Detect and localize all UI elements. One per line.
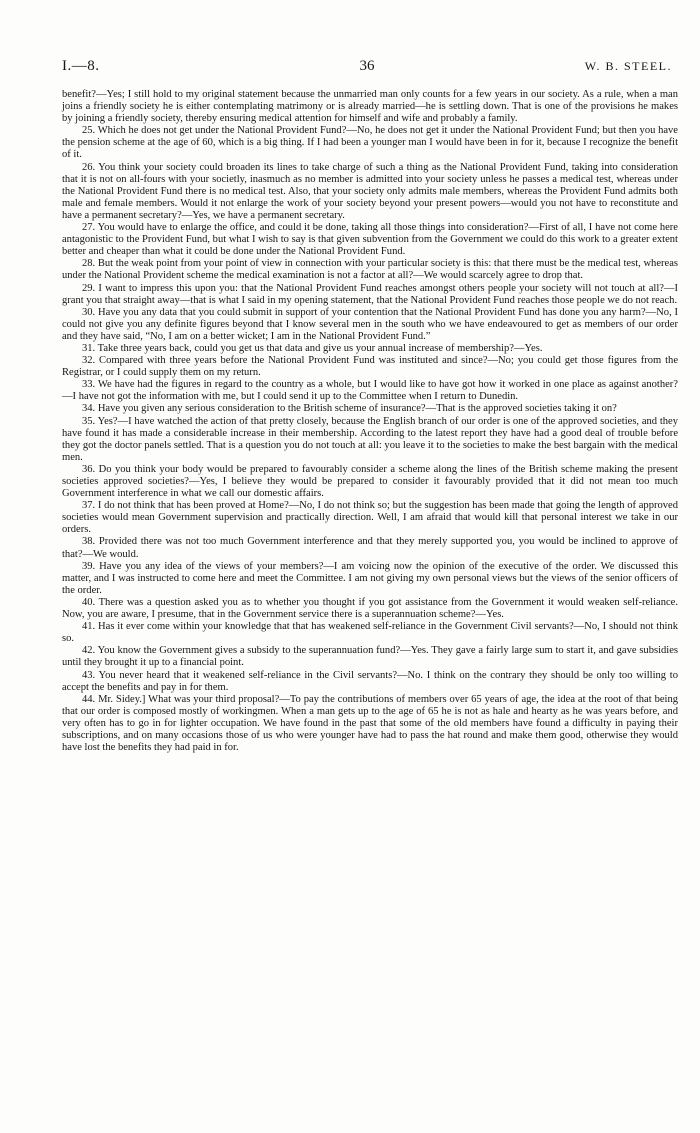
paragraph-q39: 39. Have you any idea of the views of your members?—I am voicing now the opinion of the executive of the order. We discussed this matter, and I was instructed to come here and meet the Committee. I am not giving my own personal views but the views of the senior officers of the order. xyxy=(62,560,678,596)
page-number: 36 xyxy=(359,58,375,74)
paragraph-q33: 33. We have had the figures in regard to the country as a whole, but I would like to have got how it worked in one place as against another?—I have not got the information with me, but I could send it up to the Committee when I return to Dunedin. xyxy=(62,379,678,403)
paragraph-q42: 42. You know the Government gives a subsidy to the superannuation fund?—Yes. They gave a fairly large sum to start it, and gave subsidies until they brought it up to a financial point. xyxy=(62,645,678,669)
paragraph-q32: 32. Compared with three years before the National Provident Fund was instituted and since?—No; you could get those figures from the Registrar, or I could supply them on my return. xyxy=(62,355,678,379)
paragraph-q27: 27. You would have to enlarge the office, and could it be done, taking all those things into consideration?—First of all, I have not come here antagonistic to the Provident Fund, but what I wish to say is that given subvention from the Government we could do this work to a greater extent better and cheaper than what it could be done under the National Provident Fund. xyxy=(62,222,678,258)
paragraph-q41: 41. Has it ever come within your knowledge that that has weakened self-reliance in the Government Civil servants?—No, I should not think so. xyxy=(62,621,678,645)
document-reference: I.—8. xyxy=(62,58,100,74)
paragraph-q34: 34. Have you given any serious consideration to the British scheme of insurance?—That is the approved societies taking it on? xyxy=(82,403,617,415)
paragraph-q26: 26. You think your society could broaden its lines to take charge of such a thing as the National Provident Fund, taking into consideration that it is not on all-fours with your societly, inasmuch as no member is admitted into your society unless he passes a medical test, whereas under the National Provident Fund there is no medical test. Also, that your society only admits male members, whereas the Provident Fund admits both male and female members. Would it not enlarge the work of your society beyond your present powers—would you not have to reconstitute and have a permanent secretary?—Yes, we have a permanent secretary. xyxy=(62,161,678,221)
paragraph-q29: 29. I want to impress this upon you: that the National Provident Fund reaches amongst others people your society will not touch at all?—I grant you that straight away—that is what I said in my opening statement, that the National Provident Fund reaches those people we do not reach. xyxy=(62,282,678,306)
document-body xyxy=(62,89,678,754)
paragraph-q43: 43. You never heard that it weakened self-reliance in the Civil servants?—No. I think on the contrary they should be only too willing to accept the benefits and pay in for them. xyxy=(62,669,678,693)
page-header xyxy=(62,58,672,80)
paragraph-q40: 40. There was a question asked you as to whether you thought if you got assistance from the Government it would weaken self-reliance. Now, you are aware, I presume, that in the Government service there is a superannuation scheme?—Yes. xyxy=(62,596,678,621)
paragraph-q31: 31. Take three years back, could you get us that data and give us your annual increase of membership?—Yes. xyxy=(82,342,543,354)
paragraph-continuation: benefit?—Yes; I still hold to my original statement because the unmarried man only counts for a few years in our society. As a rule, when a man joins a friendly society he is either contemplating matrimony or is already married—he is settling down. That is one of the provisions he makes by joining a friendly society, thereby ensuring medical attention for himself and wife and probably a family. xyxy=(62,89,678,125)
paragraph-q44: 44. Mr. Sidey.] What was your third proposal?—To pay the contributions of members over 65 years of age, the idea at the root of that being that our order is composed mostly of workingmen. When a man gets up to the age of 65 he is not as hale and hearty as he was years before, and very often has to go in for lighter occupation. We have found in the past that some of the old members have found a difficulty in paying their subscriptions, and on many occasions those of us who were younger have had to pass the hat round and make them good, otherwise they would have lost the benefits they had paid in for. xyxy=(62,693,678,754)
paragraph-q35: 35. Yes?—I have watched the action of that pretty closely, because the English branch of our order is one of the approved societies, and they have found it has made a considerable increase in their membership. According to the latest report they have had a good deal of trouble before they got the doctor panels settled. That is a question you do not touch at all: you leave it to the societies to make the best bargain with the medical men. xyxy=(62,415,678,463)
witness-name: W. B. STEEL. xyxy=(584,59,672,73)
paragraph-q28: 28. But the weak point from your point of view in connection with your particular society is this: that there must be the medical test, whereas under the National Provident scheme the medical examination is not a factor at all?—We would scarcely agree to drop that. xyxy=(62,258,678,282)
paragraph-q30: 30. Have you any data that you could submit in support of your contention that the National Provident Fund has done you any harm?—No, I could not give you any definite figures beyond that I know several men in the south who we have endeavoured to get as members of our order and they have said, “No, I am on a better wicket; I am in the National Provident Fund.” xyxy=(62,306,678,342)
paragraph-q36: 36. Do you think your body would be prepared to favourably consider a scheme along the lines of the British scheme making the present societies approved societies?—Yes, I believe they would be prepared to consider it favourably provided that it did not mean too much Government interference in what we call our domestic affairs. xyxy=(62,463,678,500)
paragraph-q25: 25. Which he does not get under the National Provident Fund?—No, he does not get it under the National Provident Fund; but then you have the pension scheme at the age of 60, which is a big thing. If I had been a younger man I would have been in for it, because I recognize the benefit of it. xyxy=(62,125,678,161)
paragraph-q37: 37. I do not think that has been proved at Home?—No, I do not think so; but the suggestion has been made that going the length of approved societies would mean Government supervision and practically direction. Well, I am afraid that would kill that personal interest we take in our orders. xyxy=(62,500,678,536)
paragraph-q38: 38. Provided there was not too much Government interference and that they merely supported you, you would be inclined to approve of that?—We would. xyxy=(62,536,678,560)
